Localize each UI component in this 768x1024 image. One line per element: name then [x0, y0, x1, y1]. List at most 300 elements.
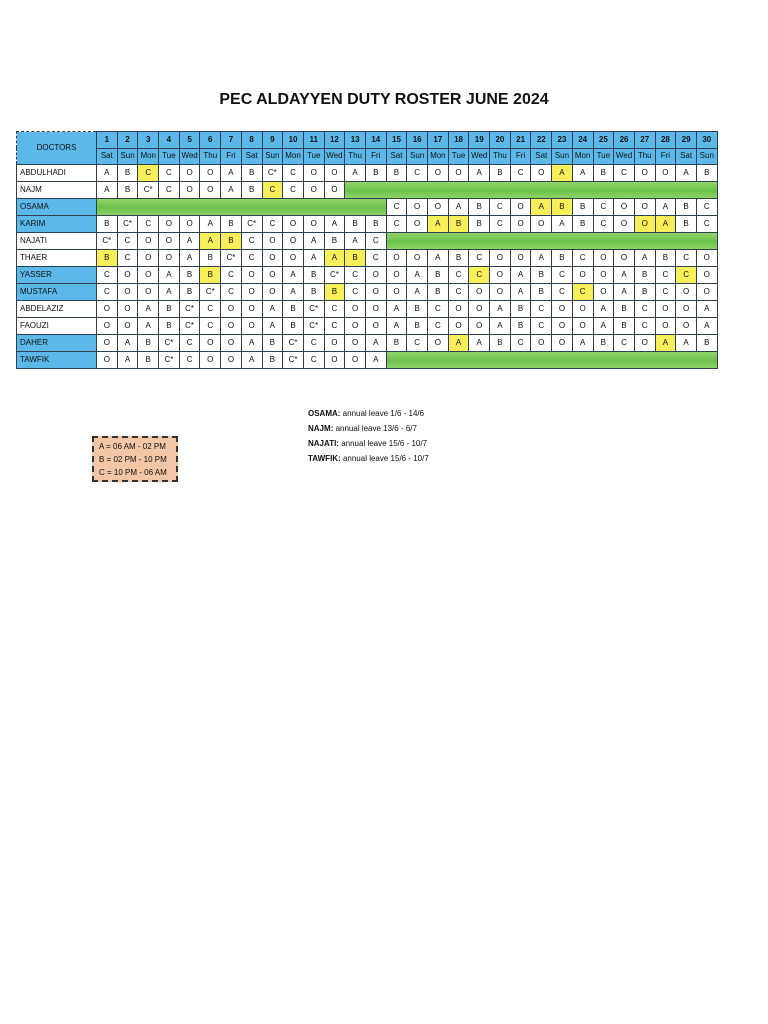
day-name: Fri	[655, 148, 676, 165]
shift-cell: B	[365, 165, 386, 182]
day-number: 23	[552, 132, 573, 149]
shift-cell: O	[303, 165, 324, 182]
shift-cell: A	[448, 199, 469, 216]
shift-cell: O	[159, 216, 180, 233]
shift-cell: B	[159, 318, 180, 335]
shift-cell: C	[655, 284, 676, 301]
day-name: Wed	[469, 148, 490, 165]
shift-cell: B	[469, 199, 490, 216]
shift-cell: C*	[303, 301, 324, 318]
shift-cell: C	[676, 267, 697, 284]
shift-cell: C	[303, 335, 324, 352]
shift-cell: O	[552, 335, 573, 352]
shift-cell: C*	[324, 267, 345, 284]
shift-cell: C*	[159, 352, 180, 369]
shift-cell: O	[303, 216, 324, 233]
shift-cell: C	[159, 182, 180, 199]
shift-cell: O	[241, 301, 262, 318]
shift-legend	[92, 436, 178, 482]
shift-cell: O	[262, 250, 283, 267]
shift-cell: A	[572, 335, 593, 352]
shift-cell: B	[386, 165, 407, 182]
shift-cell: A	[283, 267, 304, 284]
shift-cell: O	[614, 216, 635, 233]
shift-cell: O	[324, 352, 345, 369]
shift-cell: A	[200, 216, 221, 233]
day-name: Sun	[552, 148, 573, 165]
shift-cell: B	[593, 335, 614, 352]
leave-period	[345, 182, 717, 199]
shift-cell: O	[572, 318, 593, 335]
shift-cell: A	[696, 301, 717, 318]
shift-cell: A	[303, 233, 324, 250]
leave-note-doctor: OSAMA:	[308, 409, 341, 418]
day-name: Sat	[241, 148, 262, 165]
shift-cell: O	[614, 199, 635, 216]
shift-cell: O	[365, 267, 386, 284]
shift-cell: B	[428, 284, 449, 301]
shift-cell: A	[303, 250, 324, 267]
shift-cell: C	[241, 250, 262, 267]
shift-cell: O	[262, 284, 283, 301]
shift-cell: C	[117, 233, 138, 250]
shift-cell: C	[407, 335, 428, 352]
shift-cell: C	[221, 284, 242, 301]
shift-cell: C	[117, 250, 138, 267]
doctor-row	[17, 267, 718, 284]
shift-cell: O	[159, 233, 180, 250]
shift-cell: A	[676, 165, 697, 182]
shift-cell: A	[469, 165, 490, 182]
shift-cell: B	[655, 250, 676, 267]
shift-cell: O	[676, 284, 697, 301]
shift-cell: O	[634, 216, 655, 233]
shift-cell: O	[572, 267, 593, 284]
shift-cell: O	[655, 165, 676, 182]
shift-cell: C	[97, 284, 118, 301]
shift-cell: A	[448, 335, 469, 352]
shift-cell: B	[696, 165, 717, 182]
shift-cell: C	[572, 284, 593, 301]
shift-cell: O	[138, 267, 159, 284]
shift-cell: A	[407, 284, 428, 301]
shift-cell: B	[324, 233, 345, 250]
shift-cell: C	[221, 267, 242, 284]
shift-cell: C	[572, 250, 593, 267]
doctor-row	[17, 284, 718, 301]
shift-cell: A	[221, 182, 242, 199]
day-number: 9	[262, 132, 283, 149]
shift-cell: O	[324, 182, 345, 199]
shift-cell: C*	[159, 335, 180, 352]
day-number: 5	[179, 132, 200, 149]
shift-cell: C	[490, 216, 511, 233]
day-number: 11	[303, 132, 324, 149]
duty-roster	[16, 131, 718, 369]
shift-cell: C*	[303, 318, 324, 335]
shift-cell: A	[179, 233, 200, 250]
shift-cell: O	[428, 165, 449, 182]
doctor-row	[17, 165, 718, 182]
shift-cell: O	[262, 233, 283, 250]
shift-cell: B	[283, 301, 304, 318]
shift-cell: O	[97, 352, 118, 369]
shift-cell: A	[407, 267, 428, 284]
shift-cell: B	[676, 216, 697, 233]
day-name: Wed	[614, 148, 635, 165]
shift-cell: A	[510, 284, 531, 301]
shift-cell: C	[696, 216, 717, 233]
day-name: Tue	[159, 148, 180, 165]
shift-cell: B	[531, 267, 552, 284]
shift-cell: A	[552, 216, 573, 233]
day-name: Mon	[138, 148, 159, 165]
shift-cell: O	[614, 250, 635, 267]
doctor-name: NAJATI	[17, 233, 97, 250]
shift-cell: A	[159, 267, 180, 284]
shift-cell: O	[428, 335, 449, 352]
shift-cell: A	[490, 318, 511, 335]
shift-cell: A	[634, 250, 655, 267]
day-number: 16	[407, 132, 428, 149]
day-name: Thu	[490, 148, 511, 165]
shift-cell: B	[262, 335, 283, 352]
shift-cell: C	[200, 301, 221, 318]
shift-cell: O	[696, 267, 717, 284]
shift-cell: C	[510, 335, 531, 352]
shift-cell: B	[179, 267, 200, 284]
day-name: Fri	[510, 148, 531, 165]
shift-cell: C	[469, 267, 490, 284]
legend-item-a: A = 06 AM - 02 PM	[99, 442, 166, 451]
shift-cell: A	[655, 335, 676, 352]
shift-cell: A	[386, 301, 407, 318]
shift-cell: B	[138, 335, 159, 352]
shift-cell: A	[365, 335, 386, 352]
shift-cell: B	[179, 284, 200, 301]
leave-period	[97, 199, 387, 216]
shift-cell: O	[655, 301, 676, 318]
shift-cell: B	[386, 335, 407, 352]
shift-cell: O	[221, 301, 242, 318]
shift-cell: C	[614, 335, 635, 352]
shift-cell: C	[200, 318, 221, 335]
shift-cell: O	[221, 352, 242, 369]
shift-cell: O	[179, 165, 200, 182]
shift-cell: A	[655, 216, 676, 233]
shift-cell: O	[200, 352, 221, 369]
shift-cell: A	[428, 250, 449, 267]
shift-cell: A	[262, 318, 283, 335]
shift-cell: C	[386, 216, 407, 233]
shift-cell: O	[593, 284, 614, 301]
shift-cell: B	[407, 318, 428, 335]
shift-cell: C	[428, 301, 449, 318]
day-number: 13	[345, 132, 366, 149]
day-number: 30	[696, 132, 717, 149]
shift-cell: A	[159, 284, 180, 301]
shift-cell: O	[200, 182, 221, 199]
shift-cell: A	[593, 301, 614, 318]
shift-cell: O	[138, 250, 159, 267]
shift-cell: C	[510, 165, 531, 182]
shift-cell: O	[593, 267, 614, 284]
shift-cell: B	[448, 216, 469, 233]
shift-cell: O	[469, 301, 490, 318]
shift-cell: A	[655, 199, 676, 216]
shift-cell: B	[200, 267, 221, 284]
doctor-row	[17, 352, 718, 369]
shift-cell: B	[97, 250, 118, 267]
shift-cell: C	[531, 318, 552, 335]
day-number: 27	[634, 132, 655, 149]
shift-cell: C	[593, 216, 614, 233]
shift-cell: A	[262, 301, 283, 318]
shift-cell: C	[324, 318, 345, 335]
shift-cell: O	[262, 267, 283, 284]
shift-cell: C	[303, 352, 324, 369]
shift-cell: B	[572, 199, 593, 216]
shift-cell: O	[490, 284, 511, 301]
day-number: 20	[490, 132, 511, 149]
day-name: Mon	[572, 148, 593, 165]
doctor-row	[17, 335, 718, 352]
shift-cell: B	[345, 216, 366, 233]
shift-cell: A	[614, 284, 635, 301]
shift-cell: B	[572, 216, 593, 233]
shift-cell: O	[634, 335, 655, 352]
leave-note	[308, 421, 429, 436]
shift-cell: O	[469, 318, 490, 335]
shift-cell: C	[428, 318, 449, 335]
shift-cell: A	[552, 165, 573, 182]
doctor-row	[17, 250, 718, 267]
shift-cell: A	[345, 233, 366, 250]
shift-cell: B	[97, 216, 118, 233]
leave-note	[308, 436, 429, 451]
day-number: 14	[365, 132, 386, 149]
shift-cell: O	[200, 165, 221, 182]
shift-cell: A	[324, 250, 345, 267]
day-name: Wed	[179, 148, 200, 165]
shift-cell: B	[221, 233, 242, 250]
shift-cell: O	[179, 216, 200, 233]
leave-note	[308, 451, 429, 466]
shift-cell: A	[241, 335, 262, 352]
shift-cell: O	[676, 301, 697, 318]
day-name: Sat	[97, 148, 118, 165]
shift-cell: O	[386, 250, 407, 267]
shift-cell: O	[345, 352, 366, 369]
shift-cell: C	[552, 284, 573, 301]
doctor-name: MUSTAFA	[17, 284, 97, 301]
shift-cell: O	[365, 301, 386, 318]
shift-cell: B	[200, 250, 221, 267]
shift-cell: O	[345, 301, 366, 318]
leave-period	[386, 233, 717, 250]
shift-cell: O	[448, 301, 469, 318]
doctor-name: TAWFIK	[17, 352, 97, 369]
shift-cell: O	[510, 199, 531, 216]
shift-cell: B	[428, 267, 449, 284]
shift-cell: A	[179, 250, 200, 267]
day-name: Tue	[448, 148, 469, 165]
shift-cell: O	[117, 318, 138, 335]
shift-cell: O	[593, 250, 614, 267]
shift-cell: C	[159, 165, 180, 182]
shift-cell: C	[490, 199, 511, 216]
shift-cell: B	[490, 335, 511, 352]
shift-cell: C*	[221, 250, 242, 267]
shift-cell: B	[676, 199, 697, 216]
shift-cell: B	[117, 182, 138, 199]
doctor-row	[17, 318, 718, 335]
shift-cell: O	[138, 284, 159, 301]
day-name: Mon	[428, 148, 449, 165]
shift-cell: A	[593, 318, 614, 335]
day-number: 21	[510, 132, 531, 149]
leave-note-text: annual leave 15/6 - 10/7	[338, 439, 428, 448]
day-name: Fri	[365, 148, 386, 165]
shift-cell: O	[97, 318, 118, 335]
shift-cell: A	[572, 165, 593, 182]
shift-cell: C*	[179, 301, 200, 318]
doctor-row	[17, 199, 718, 216]
shift-cell: O	[283, 250, 304, 267]
day-name: Tue	[593, 148, 614, 165]
shift-cell: A	[200, 233, 221, 250]
day-number: 24	[572, 132, 593, 149]
shift-cell: O	[407, 216, 428, 233]
leave-note-text: annual leave 1/6 - 14/6	[340, 409, 425, 418]
shift-cell: O	[655, 318, 676, 335]
shift-cell: A	[117, 335, 138, 352]
shift-cell: O	[303, 182, 324, 199]
shift-cell: O	[696, 284, 717, 301]
shift-cell: B	[614, 301, 635, 318]
shift-cell: O	[324, 335, 345, 352]
day-number: 19	[469, 132, 490, 149]
day-name: Sun	[117, 148, 138, 165]
doctor-row	[17, 182, 718, 199]
leave-note-text: annual leave 15/6 - 10/7	[340, 454, 429, 463]
shift-cell: O	[676, 318, 697, 335]
doctor-name: OSAMA	[17, 199, 97, 216]
day-name: Sun	[696, 148, 717, 165]
shift-cell: C	[531, 301, 552, 318]
day-number: 28	[655, 132, 676, 149]
day-name: Sun	[407, 148, 428, 165]
shift-cell: B	[283, 318, 304, 335]
day-name: Sat	[676, 148, 697, 165]
shift-cell: A	[531, 250, 552, 267]
day-name: Mon	[283, 148, 304, 165]
leave-note-doctor: NAJM:	[308, 424, 334, 433]
shift-cell: A	[696, 318, 717, 335]
shift-cell: B	[510, 318, 531, 335]
shift-cell: C	[262, 216, 283, 233]
legend-item-b: B = 02 PM - 10 PM	[99, 455, 167, 464]
shift-cell: A	[283, 284, 304, 301]
shift-cell: O	[283, 233, 304, 250]
shift-cell: O	[572, 301, 593, 318]
leave-notes	[308, 406, 429, 466]
day-number: 4	[159, 132, 180, 149]
day-name: Sun	[262, 148, 283, 165]
day-number: 18	[448, 132, 469, 149]
shift-cell: A	[241, 352, 262, 369]
shift-cell: C	[179, 352, 200, 369]
shift-cell: O	[428, 199, 449, 216]
shift-cell: O	[531, 335, 552, 352]
shift-cell: A	[97, 182, 118, 199]
shift-cell: O	[221, 318, 242, 335]
shift-cell: B	[448, 250, 469, 267]
shift-cell: B	[490, 165, 511, 182]
shift-cell: C	[448, 267, 469, 284]
shift-cell: B	[138, 352, 159, 369]
shift-cell: A	[117, 352, 138, 369]
shift-cell: B	[221, 216, 242, 233]
shift-cell: O	[138, 233, 159, 250]
shift-cell: B	[552, 250, 573, 267]
shift-cell: C	[696, 199, 717, 216]
doctor-name: NAJM	[17, 182, 97, 199]
shift-cell: B	[262, 352, 283, 369]
day-number: 7	[221, 132, 242, 149]
roster-table	[16, 131, 718, 369]
shift-cell: O	[345, 318, 366, 335]
leave-note-doctor: TAWFIK:	[308, 454, 341, 463]
shift-cell: B	[365, 216, 386, 233]
shift-cell: C	[469, 250, 490, 267]
shift-cell: C	[324, 301, 345, 318]
shift-cell: A	[428, 216, 449, 233]
shift-cell: O	[221, 335, 242, 352]
day-number: 29	[676, 132, 697, 149]
shift-cell: C	[138, 216, 159, 233]
shift-cell: C	[179, 335, 200, 352]
doctor-name: YASSER	[17, 267, 97, 284]
shift-cell: B	[531, 284, 552, 301]
doctor-row	[17, 216, 718, 233]
shift-cell: O	[696, 250, 717, 267]
shift-cell: A	[469, 335, 490, 352]
shift-cell: O	[552, 301, 573, 318]
shift-cell: C	[138, 165, 159, 182]
shift-cell: C*	[117, 216, 138, 233]
shift-cell: B	[469, 216, 490, 233]
shift-cell: C*	[283, 352, 304, 369]
day-number: 26	[614, 132, 635, 149]
shift-cell: C	[593, 199, 614, 216]
shift-cell: C*	[262, 165, 283, 182]
day-name: Thu	[200, 148, 221, 165]
shift-cell: O	[283, 216, 304, 233]
shift-cell: C	[448, 284, 469, 301]
day-name: Thu	[634, 148, 655, 165]
day-number: 1	[97, 132, 118, 149]
shift-cell: O	[324, 165, 345, 182]
shift-cell: O	[97, 301, 118, 318]
shift-cell: C*	[138, 182, 159, 199]
shift-cell: A	[614, 267, 635, 284]
shift-cell: O	[634, 165, 655, 182]
shift-cell: A	[510, 267, 531, 284]
shift-cell: O	[117, 284, 138, 301]
shift-cell: C	[262, 182, 283, 199]
shift-cell: A	[386, 318, 407, 335]
